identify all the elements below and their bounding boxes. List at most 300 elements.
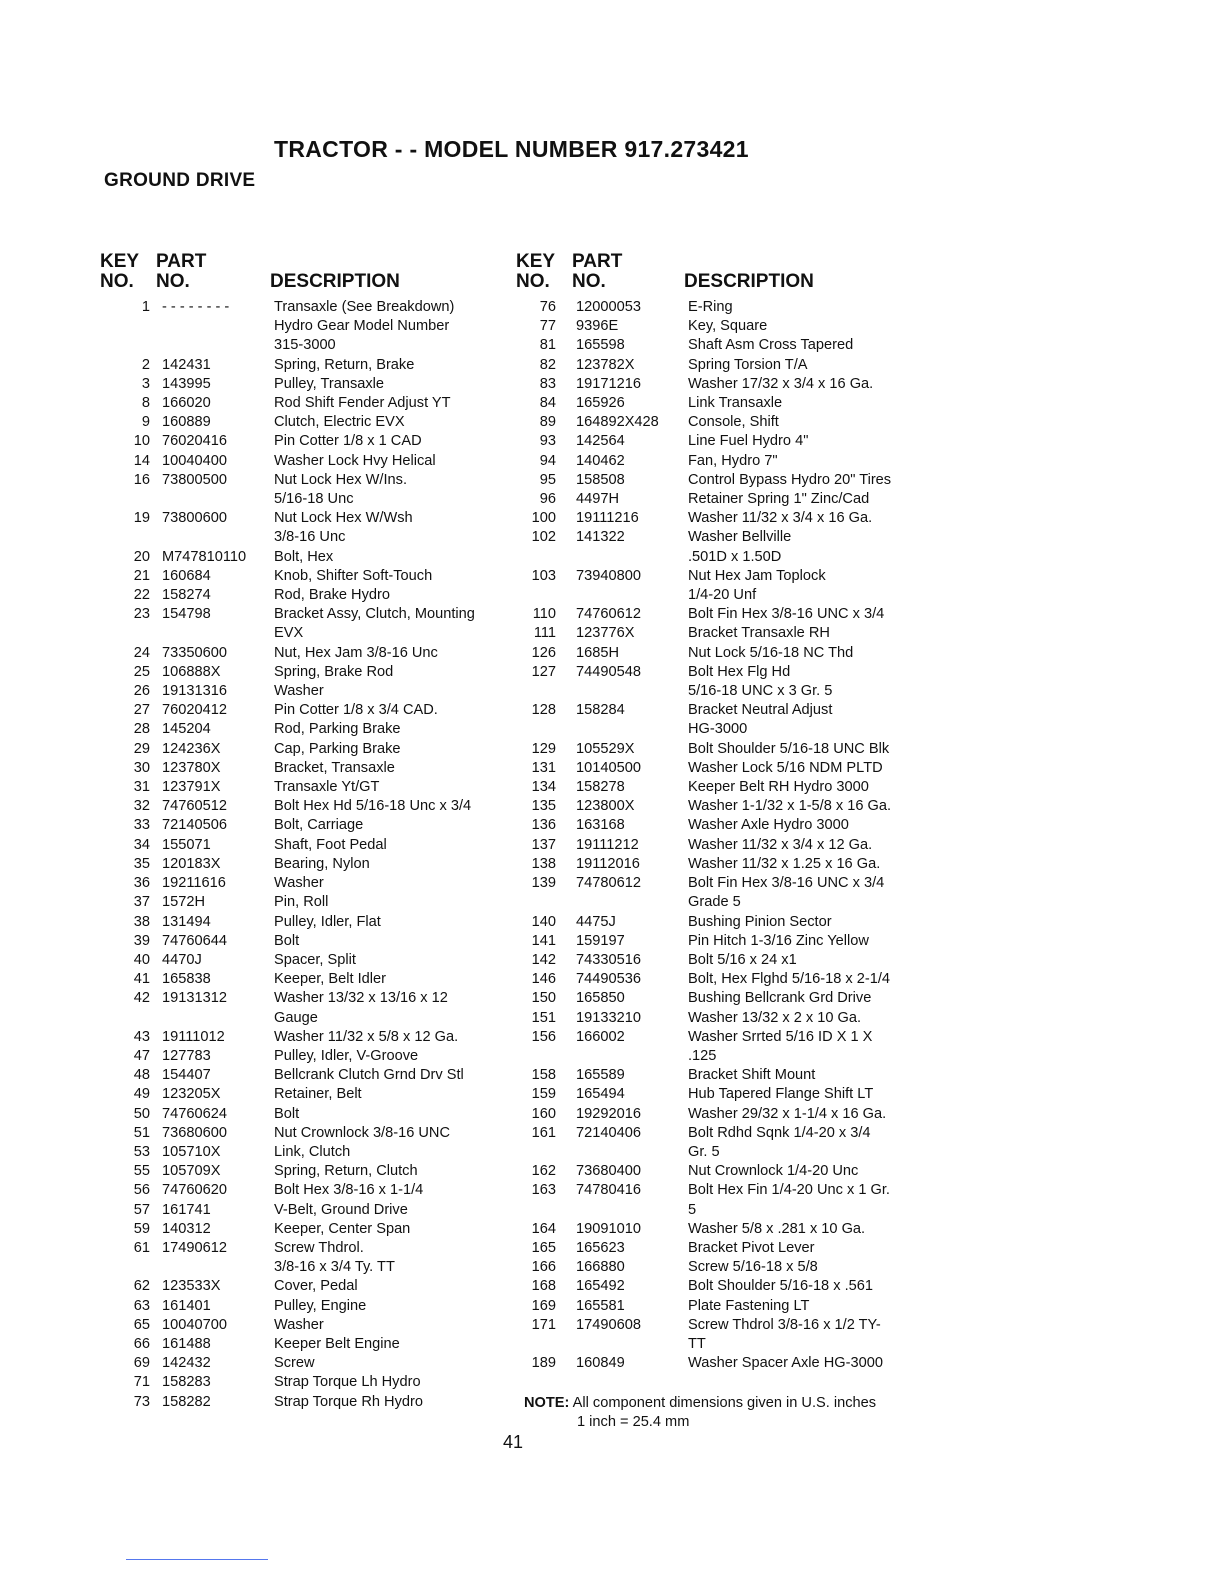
- part-number: 145204: [162, 721, 211, 738]
- description-line: .501D x 1.50D: [688, 548, 782, 565]
- part-number: 158278: [576, 779, 625, 796]
- description-line: Shaft Asm Cross Tapered: [688, 337, 854, 354]
- key-number: 50: [133, 1105, 150, 1122]
- description-line: Washer Lock 5/16 NDM PLTD: [688, 759, 883, 776]
- key-number: 93: [539, 433, 556, 450]
- description-line: Pulley, Idler, V-Groove: [274, 1047, 419, 1064]
- part-description: [274, 1066, 500, 1085]
- part-row: [516, 394, 916, 413]
- key-number: 10: [133, 433, 150, 450]
- part-number: 158284: [576, 702, 625, 719]
- key-number: 161: [531, 1124, 556, 1141]
- parts-column-right: [516, 252, 916, 1373]
- key-number: 129: [531, 740, 556, 757]
- part-row: [100, 778, 500, 797]
- part-description: [688, 605, 916, 624]
- key-number: 47: [133, 1047, 150, 1064]
- description-header: DESCRIPTION: [684, 271, 814, 292]
- part-row: [100, 356, 500, 375]
- part-row: [516, 1220, 916, 1239]
- part-number: 127783: [162, 1047, 211, 1064]
- key-number: 165: [531, 1239, 556, 1256]
- page-number: 41: [503, 1432, 524, 1452]
- key-no-header: KEY NO.: [100, 251, 140, 292]
- part-row: [516, 1277, 916, 1296]
- key-number: 146: [531, 971, 556, 988]
- part-number: 1685H: [576, 644, 620, 661]
- part-description: [688, 1354, 916, 1373]
- part-row: [100, 970, 500, 989]
- key-number: 25: [133, 663, 150, 680]
- part-number: 105710X: [162, 1143, 221, 1160]
- part-description: [688, 1028, 916, 1066]
- description-line: Bolt Fin Hex 3/8-16 UNC x 3/4: [688, 875, 885, 892]
- part-description: [688, 528, 916, 566]
- part-number: 19111012: [162, 1028, 225, 1045]
- description-line: Pulley, Idler, Flat: [274, 913, 381, 930]
- column-header: [516, 252, 916, 298]
- part-row: [516, 336, 916, 355]
- description-line: Washer 11/32 x 1.25 x 16 Ga.: [688, 855, 881, 872]
- key-number: 31: [133, 779, 150, 796]
- part-description: [274, 874, 500, 893]
- part-number: 142431: [162, 356, 211, 373]
- description-line: Nut Lock 5/16-18 NC Thd: [688, 644, 854, 661]
- description-line: Bellcrank Clutch Grnd Drv Stl: [274, 1067, 464, 1084]
- part-row: [100, 375, 500, 394]
- part-row: [100, 1085, 500, 1104]
- part-row: [100, 1220, 500, 1239]
- part-number: 165492: [576, 1278, 625, 1295]
- part-number: 76020416: [162, 433, 227, 450]
- part-number: 76020412: [162, 702, 227, 719]
- part-number: 74760512: [162, 798, 227, 815]
- key-number: 37: [133, 894, 150, 911]
- part-row: [516, 1162, 916, 1181]
- part-row: [516, 913, 916, 932]
- part-number: 19111216: [576, 510, 639, 527]
- part-number: 106888X: [162, 663, 221, 680]
- key-number: 63: [133, 1297, 150, 1314]
- part-description: [274, 432, 500, 451]
- part-row: [516, 1316, 916, 1354]
- part-number: 19112016: [576, 855, 640, 872]
- part-description: [688, 356, 916, 375]
- part-description: [688, 317, 916, 336]
- part-number: 73680400: [576, 1163, 641, 1180]
- part-description: [274, 567, 500, 586]
- key-number: 16: [133, 471, 150, 488]
- key-number: 111: [533, 625, 556, 642]
- part-description: [274, 836, 500, 855]
- part-description: [274, 1162, 500, 1181]
- description-line: Spring Torsion T/A: [688, 356, 808, 373]
- part-description: [688, 778, 916, 797]
- key-number: 40: [133, 951, 150, 968]
- description-line: Bolt: [274, 932, 300, 949]
- part-number: 123782X: [576, 356, 635, 373]
- description-line: Bolt Hex Flg Hd: [688, 663, 791, 680]
- part-number: 10040400: [162, 452, 227, 469]
- part-row: [516, 1181, 916, 1219]
- key-number: 166: [531, 1259, 556, 1276]
- part-row: [100, 855, 500, 874]
- part-row: [100, 874, 500, 893]
- description-line: Bearing, Nylon: [274, 855, 370, 872]
- description-line: Washer 11/32 x 5/8 x 12 Ga.: [274, 1028, 459, 1045]
- part-description: [688, 567, 916, 605]
- part-number: 74760620: [162, 1182, 227, 1199]
- part-description: [274, 682, 500, 701]
- description-line: Screw 5/16-18 x 5/8: [688, 1259, 818, 1276]
- part-description: [688, 759, 916, 778]
- part-row: [100, 663, 500, 682]
- key-number: 8: [141, 395, 150, 412]
- part-row: [516, 1297, 916, 1316]
- part-description: [274, 413, 500, 432]
- part-number: 158283: [162, 1374, 211, 1391]
- part-row: [100, 1316, 500, 1335]
- part-number: 165850: [576, 990, 625, 1007]
- description-line: Hub Tapered Flange Shift LT: [688, 1086, 874, 1103]
- part-row: [516, 797, 916, 816]
- part-number: 19111212: [576, 836, 639, 853]
- part-description: [688, 1105, 916, 1124]
- part-number: 164892X428: [576, 414, 659, 431]
- description-line: Bracket Shift Mount: [688, 1067, 816, 1084]
- description-line: TT: [688, 1335, 706, 1352]
- description-line: Spring, Return, Brake: [274, 356, 415, 373]
- part-row: [516, 874, 916, 912]
- key-number: 19: [133, 510, 150, 527]
- key-number: 1: [141, 299, 150, 315]
- part-description: [274, 509, 500, 547]
- part-description: [274, 1124, 500, 1143]
- part-description: [274, 970, 500, 989]
- part-number: 19131312: [162, 990, 227, 1007]
- part-description: [274, 548, 500, 567]
- description-line: Rod, Brake Hydro: [274, 587, 390, 604]
- part-row: [516, 855, 916, 874]
- key-number: 84: [539, 395, 556, 412]
- part-description: [688, 1181, 916, 1219]
- description-line: 5/16-18 Unc: [274, 491, 354, 508]
- description-line: Screw: [274, 1355, 315, 1372]
- key-number: 156: [531, 1028, 556, 1045]
- description-line: HG-3000: [688, 721, 748, 738]
- description-line: Washer Lock Hvy Helical: [274, 452, 436, 469]
- part-number: 123205X: [162, 1086, 221, 1103]
- part-description: [688, 1085, 916, 1104]
- description-line: 1/4-20 Unf: [688, 587, 757, 604]
- description-line: Nut Crownlock 1/4-20 Unc: [688, 1163, 859, 1180]
- key-number: 21: [133, 567, 150, 584]
- part-row: [516, 1258, 916, 1277]
- key-number: 139: [531, 875, 556, 892]
- description-line: Washer: [274, 683, 324, 700]
- part-number: 142432: [162, 1355, 211, 1372]
- description-line: Bolt Hex Hd 5/16-18 Unc x 3/4: [274, 798, 472, 815]
- description-line: Bushing Bellcrank Grd Drive: [688, 990, 872, 1007]
- part-number: 17490612: [162, 1239, 227, 1256]
- key-number: 49: [133, 1086, 150, 1103]
- part-number: 74490548: [576, 663, 641, 680]
- description-line: Bolt: [274, 1105, 300, 1122]
- part-description: [688, 413, 916, 432]
- description-line: Washer 11/32 x 3/4 x 16 Ga.: [688, 510, 873, 527]
- part-row: [516, 778, 916, 797]
- description-line: Key, Square: [688, 318, 768, 335]
- part-row: [516, 1028, 916, 1066]
- description-line: Washer Bellville: [688, 529, 792, 546]
- part-description: [274, 1028, 500, 1047]
- key-number: 59: [133, 1220, 150, 1237]
- key-number: 131: [531, 759, 556, 776]
- part-row: [516, 1066, 916, 1085]
- key-number: 158: [531, 1067, 556, 1084]
- part-number: 123533X: [162, 1278, 221, 1295]
- part-number: 131494: [162, 913, 211, 930]
- part-row: [516, 471, 916, 490]
- key-number: 136: [531, 817, 556, 834]
- part-number: 19211616: [162, 875, 226, 892]
- description-line: Clutch, Electric EVX: [274, 414, 405, 431]
- description-line: 3/8-16 x 3/4 Ty. TT: [274, 1259, 395, 1276]
- part-row: [516, 1085, 916, 1104]
- key-number: 65: [133, 1316, 150, 1333]
- part-description: [688, 836, 916, 855]
- part-number: 166002: [576, 1028, 625, 1045]
- part-number: 19091010: [576, 1220, 641, 1237]
- key-number: 57: [133, 1201, 150, 1218]
- part-number: 19171216: [576, 375, 641, 392]
- part-description: [274, 855, 500, 874]
- part-description: [274, 740, 500, 759]
- part-row: [516, 1105, 916, 1124]
- key-number: 141: [531, 932, 556, 949]
- description-line: Bolt Shoulder 5/16-18 x .561: [688, 1278, 873, 1295]
- description-line: Washer 17/32 x 3/4 x 16 Ga.: [688, 375, 874, 392]
- part-row: [100, 1297, 500, 1316]
- part-number: 72140406: [576, 1124, 641, 1141]
- key-number: 30: [133, 759, 150, 776]
- description-line: Link Transaxle: [688, 395, 783, 412]
- part-number: 165581: [576, 1297, 625, 1314]
- description-line: Shaft, Foot Pedal: [274, 836, 387, 853]
- description-line: Pin Cotter 1/8 x 1 CAD: [274, 433, 422, 450]
- description-line: Line Fuel Hydro 4": [688, 433, 809, 450]
- key-number: 162: [531, 1163, 556, 1180]
- part-description: [274, 605, 500, 643]
- part-row: [100, 644, 500, 663]
- part-description: [688, 394, 916, 413]
- part-row: [100, 1277, 500, 1296]
- part-row: [516, 528, 916, 566]
- description-line: .125: [688, 1047, 717, 1064]
- description-line: Screw Thdrol 3/8-16 x 1/2 TY-: [688, 1316, 881, 1333]
- part-number: 124236X: [162, 740, 221, 757]
- description-line: Pulley, Transaxle: [274, 375, 385, 392]
- description-line: Washer Axle Hydro 3000: [688, 817, 849, 834]
- part-number: 155071: [162, 836, 211, 853]
- part-row: [516, 356, 916, 375]
- key-number: 110: [532, 606, 556, 623]
- description-line: Bracket Pivot Lever: [688, 1239, 815, 1256]
- part-row: [516, 432, 916, 451]
- part-number: 159197: [576, 932, 625, 949]
- part-number: 165494: [576, 1086, 625, 1103]
- description-line: Knob, Shifter Soft-Touch: [274, 567, 433, 584]
- part-description: [688, 874, 916, 912]
- part-description: [274, 893, 500, 912]
- description-line: Washer 1-1/32 x 1-5/8 x 16 Ga.: [688, 798, 892, 815]
- part-row: [100, 1028, 500, 1047]
- key-number: 62: [133, 1278, 150, 1295]
- key-number: 189: [531, 1355, 556, 1372]
- key-number: 140: [531, 913, 556, 930]
- description-line: Cap, Parking Brake: [274, 740, 401, 757]
- part-row: [516, 375, 916, 394]
- part-row: [100, 548, 500, 567]
- description-line: Rod Shift Fender Adjust YT: [274, 395, 451, 412]
- part-description: [274, 816, 500, 835]
- part-number: 161401: [162, 1297, 211, 1314]
- key-number: 24: [133, 644, 150, 661]
- part-row: [100, 913, 500, 932]
- description-line: Hydro Gear Model Number: [274, 318, 450, 335]
- part-no-header: PART NO.: [156, 251, 207, 292]
- part-number: 105709X: [162, 1163, 221, 1180]
- part-number: 160849: [576, 1355, 625, 1372]
- part-description: [688, 1162, 916, 1181]
- part-number: 123776X: [576, 625, 635, 642]
- description-line: Nut, Hex Jam 3/8-16 Unc: [274, 644, 438, 661]
- part-description: [274, 1316, 500, 1335]
- part-description: [688, 701, 916, 739]
- key-number: 168: [531, 1278, 556, 1295]
- part-row: [516, 701, 916, 739]
- part-number: 142564: [576, 433, 625, 450]
- key-number: 94: [539, 452, 556, 469]
- description-line: Bolt, Hex Flghd 5/16-18 x 2-1/4: [688, 971, 890, 988]
- description-line: E-Ring: [688, 299, 733, 315]
- part-description: [274, 1354, 500, 1373]
- description-line: Bracket Transaxle RH: [688, 625, 830, 642]
- key-number: 102: [531, 529, 556, 546]
- description-line: Bolt, Hex: [274, 548, 334, 565]
- part-description: [688, 490, 916, 509]
- key-number: 9: [141, 414, 150, 431]
- part-row: [516, 605, 916, 624]
- description-line: Pin Cotter 1/8 x 3/4 CAD.: [274, 702, 438, 719]
- description-line: Washer 29/32 x 1-1/4 x 16 Ga.: [688, 1105, 887, 1122]
- description-line: 5: [688, 1201, 697, 1218]
- part-row: [100, 567, 500, 586]
- part-row: [100, 1105, 500, 1124]
- part-row: [516, 490, 916, 509]
- description-line: Washer 5/8 x .281 x 10 Ga.: [688, 1220, 866, 1237]
- part-description: [688, 509, 916, 528]
- dimensions-note: [524, 1394, 876, 1432]
- part-number: 4470J: [162, 951, 202, 968]
- part-row: [100, 1143, 500, 1162]
- part-row: [516, 644, 916, 663]
- part-description: [274, 1393, 500, 1412]
- key-number: 159: [531, 1086, 556, 1103]
- part-description: [274, 1105, 500, 1124]
- key-number: 22: [133, 587, 150, 604]
- part-row: [100, 759, 500, 778]
- part-number: 154798: [162, 606, 211, 623]
- description-line: Strap Torque Rh Hydro: [274, 1393, 423, 1410]
- part-row: [516, 759, 916, 778]
- key-number: 127: [531, 663, 556, 680]
- part-description: [688, 452, 916, 471]
- key-number: 128: [531, 702, 556, 719]
- part-number: 120183X: [162, 855, 221, 872]
- description-line: Bolt Hex Fin 1/4-20 Unc x 1 Gr.: [688, 1182, 890, 1199]
- part-number: 123800X: [576, 798, 635, 815]
- key-number: 34: [133, 836, 150, 853]
- part-row: [100, 1354, 500, 1373]
- key-number: 126: [531, 644, 556, 661]
- key-number: 29: [133, 740, 150, 757]
- description-line: Washer Srrted 5/16 ID X 1 X: [688, 1028, 873, 1045]
- part-row: [516, 298, 916, 317]
- part-description: [688, 644, 916, 663]
- key-number: 89: [539, 414, 556, 431]
- part-row: [516, 509, 916, 528]
- section-title: GROUND DRIVE: [104, 170, 256, 191]
- parts-list-right: [516, 298, 916, 1373]
- part-row: [516, 1009, 916, 1028]
- description-line: Pin, Roll: [274, 894, 329, 911]
- part-row: [100, 720, 500, 739]
- part-no-header: PART NO.: [572, 251, 623, 292]
- part-number: 165589: [576, 1067, 625, 1084]
- part-description: [688, 951, 916, 970]
- description-line: Bolt Fin Hex 3/8-16 UNC x 3/4: [688, 606, 885, 623]
- part-description: [688, 663, 916, 701]
- part-number: 140462: [576, 452, 625, 469]
- part-row: [100, 1335, 500, 1354]
- key-number: 96: [539, 491, 556, 508]
- part-description: [274, 1085, 500, 1104]
- part-row: [516, 1124, 916, 1162]
- part-number: 4497H: [576, 491, 620, 508]
- part-description: [274, 951, 500, 970]
- description-line: Gr. 5: [688, 1143, 720, 1160]
- part-row: [516, 932, 916, 951]
- part-description: [274, 1047, 500, 1066]
- key-number: 27: [133, 702, 150, 719]
- part-description: [274, 663, 500, 682]
- key-number: 51: [133, 1124, 150, 1141]
- part-row: [100, 432, 500, 451]
- part-row: [100, 1162, 500, 1181]
- part-description: [688, 471, 916, 490]
- part-number: 17490608: [576, 1316, 641, 1333]
- part-row: [100, 932, 500, 951]
- part-description: [274, 701, 500, 720]
- description-line: Grade 5: [688, 894, 741, 911]
- description-line: Bolt Shoulder 5/16-18 UNC Blk: [688, 740, 890, 757]
- description-line: Cover, Pedal: [274, 1278, 358, 1295]
- part-description: [274, 471, 500, 509]
- key-number: 69: [133, 1355, 150, 1372]
- part-number: M747810110: [162, 548, 247, 565]
- description-line: Bolt Hex 3/8-16 x 1-1/4: [274, 1182, 424, 1199]
